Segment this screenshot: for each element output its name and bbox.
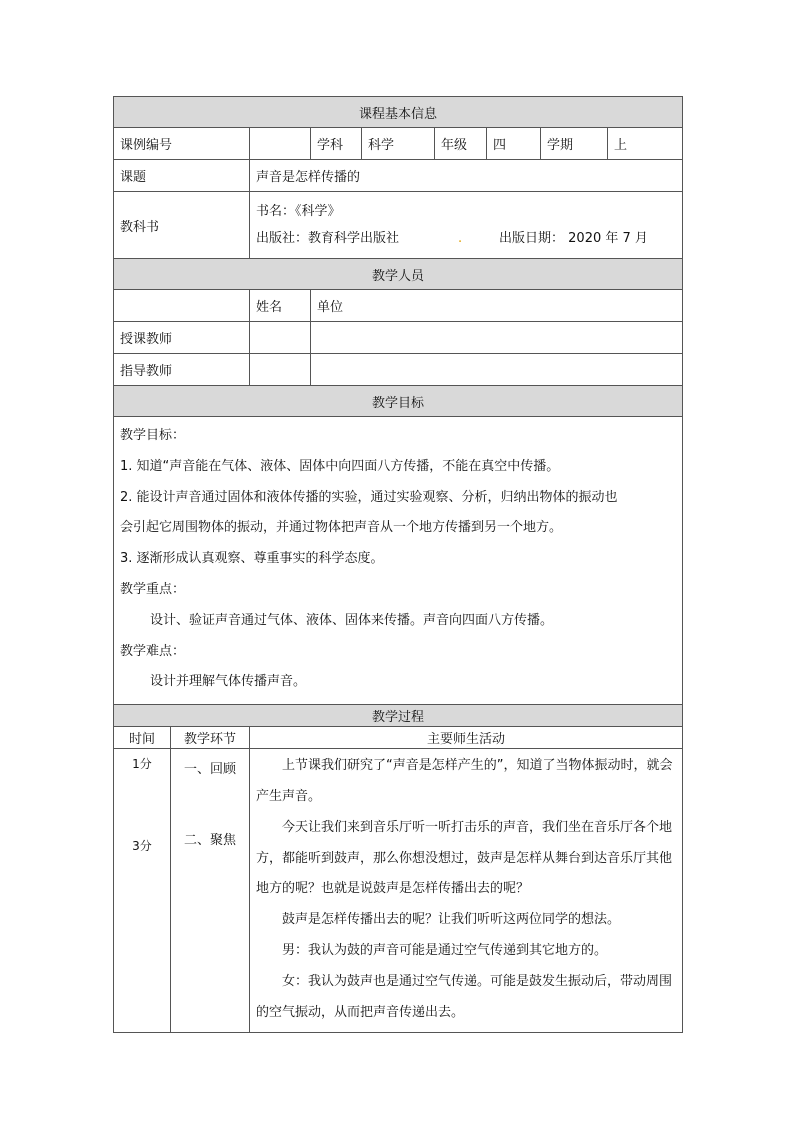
textbook-info [250,192,683,259]
topic-label: 课题 [114,160,250,192]
time-cell [114,749,171,1033]
time-2: 3分 [132,839,152,854]
publisher-mark: . [457,231,463,246]
goal-item-continued: 会引起它周围物体的振动，并通过物体把声音从一个地方传播到另一个地方。 [120,520,563,536]
topic-value: 声音是怎样传播的 [250,160,683,192]
lesson-plan-document [113,96,682,1033]
publisher-line [256,225,676,252]
activity-paragraph: 鼓声是怎样传播出去的呢？让我们听听这两位同学的想法。 [282,912,621,928]
activity-paragraph: 女：我认为鼓声也是通过空气传递。可能是鼓发生振动后，带动周围的空气振动，从而把声音传递出去。 [256,973,673,1020]
goals-label: 教学目标： [120,428,186,443]
subject-value: 科学 [362,128,435,160]
staff-unit-col: 单位 [311,290,683,322]
staff-name-col: 姓名 [250,290,311,322]
time-1: 1分 [132,757,152,772]
process-header: 教学过程 [114,705,683,727]
lesson-plan-table [113,96,683,1033]
step-cell [171,749,250,1033]
staff-role-col [114,290,250,322]
staff-unit[interactable] [311,322,683,354]
grade-label: 年级 [435,128,487,160]
goal-item: 3. 逐渐形成认真观察、尊重事实的科学态度。 [120,551,384,567]
difficulty-text: 设计并理解气体传播声音。 [150,674,307,690]
publish-date: 出版日期： 2020 年 7 月 [499,231,648,246]
case-no-label: 课例编号 [114,128,250,160]
activity-cell [250,749,683,1033]
col-time: 时间 [114,727,171,749]
goals-body [114,417,683,705]
col-activity: 主要师生活动 [250,727,683,749]
term-value: 上 [608,128,683,160]
case-no-value[interactable] [250,128,311,160]
staff-unit[interactable] [311,354,683,386]
staff-row [114,354,683,386]
staff-name[interactable] [250,322,311,354]
term-label: 学期 [541,128,608,160]
staff-name[interactable] [250,354,311,386]
goals-header: 教学目标 [114,386,683,417]
goal-item: 1. 知道“声音能在气体、液体、固体中向四面八方传播，不能在真空中传播。 [120,458,560,474]
textbook-label: 教科书 [114,192,250,259]
key-points-text: 设计、验证声音通过气体、液体、固体来传播。声音向四面八方传播。 [150,612,554,628]
subject-label: 学科 [311,128,362,160]
staff-row [114,322,683,354]
key-points-label: 教学重点： [120,581,186,597]
goal-item: 2. 能设计声音通过固体和液体传播的实验，通过实验观察、分析，归纳出物体的振动也 [120,489,618,505]
course-info-header: 课程基本信息 [114,97,683,128]
step-2: 二、聚焦 [183,833,236,849]
staff-header: 教学人员 [114,259,683,290]
step-1: 一、回顾 [183,762,236,778]
activity-paragraph: 男：我认为鼓的声音可能是通过空气传递到其它地方的。 [282,942,608,958]
staff-role: 指导教师 [114,354,250,386]
staff-role: 授课教师 [114,322,250,354]
publisher: 出版社：教育科学出版社 [256,231,400,246]
col-step: 教学环节 [171,727,250,749]
difficulty-label: 教学难点： [120,643,186,659]
book-name: 书名：《科学》 [256,204,341,219]
activity-paragraph: 今天让我们来到音乐厅听一听打击乐的声音，我们坐在音乐厅各个地方，都能听到鼓声，那么你想没想过，鼓声是怎样从舞台到达音乐厅其他地方的呢？也就是说鼓声是怎样传播出去的呢？ [256,819,673,897]
activity-paragraph: 上节课我们研究了“声音是怎样产生的”，知道了当物体振动时，就会产生声音。 [256,758,673,804]
grade-value: 四 [487,128,541,160]
